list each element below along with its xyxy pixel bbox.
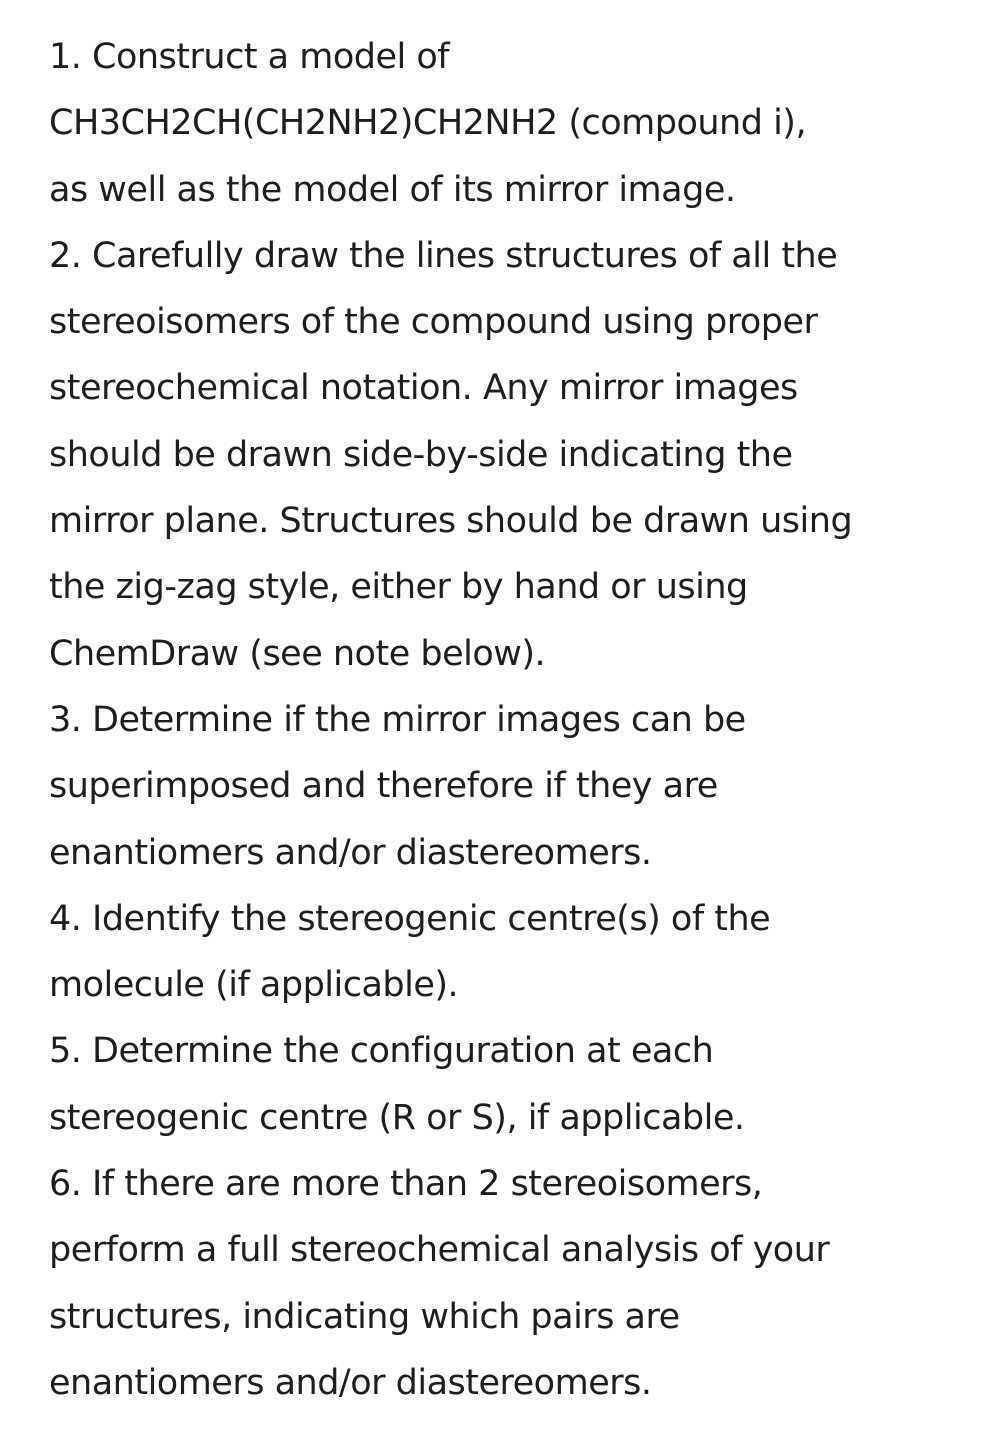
text-line: the zig-zag style, either by hand or using <box>49 567 748 608</box>
text-line: stereogenic centre (R or S), if applicable. <box>49 1097 745 1138</box>
text-line: ChemDraw (see note below). <box>49 633 546 674</box>
text-line: 4. Identify the stereogenic centre(s) of the <box>49 898 771 939</box>
instructions-text-block <box>49 24 969 1416</box>
text-line: 5. Determine the configuration at each <box>49 1031 714 1072</box>
text-line: CH3CH2CH(CH2NH2)CH2NH2 (compound i), <box>49 103 807 144</box>
text-line: enantiomers and/or diastereomers. <box>49 832 652 873</box>
text-line: enantiomers and/or diastereomers. <box>49 1362 652 1403</box>
text-line: stereoisomers of the compound using proper <box>49 302 818 343</box>
text-line: 2. Carefully draw the lines structures of all the <box>49 235 838 276</box>
text-line: stereochemical notation. Any mirror images <box>49 368 798 409</box>
text-line: molecule (if applicable). <box>49 965 459 1006</box>
text-line: 3. Determine if the mirror images can be <box>49 699 746 740</box>
text-line: mirror plane. Structures should be drawn using <box>49 501 853 542</box>
text-line: as well as the model of its mirror image. <box>49 169 736 210</box>
text-line: 6. If there are more than 2 stereoisomers, <box>49 1164 763 1205</box>
text-line: 1. Construct a model of <box>49 37 450 77</box>
text-line: perform a full stereochemical analysis of your <box>49 1230 830 1271</box>
text-line: should be drawn side-by-side indicating the <box>49 434 793 475</box>
text-line: superimposed and therefore if they are <box>49 766 718 807</box>
text-line: structures, indicating which pairs are <box>49 1296 680 1337</box>
